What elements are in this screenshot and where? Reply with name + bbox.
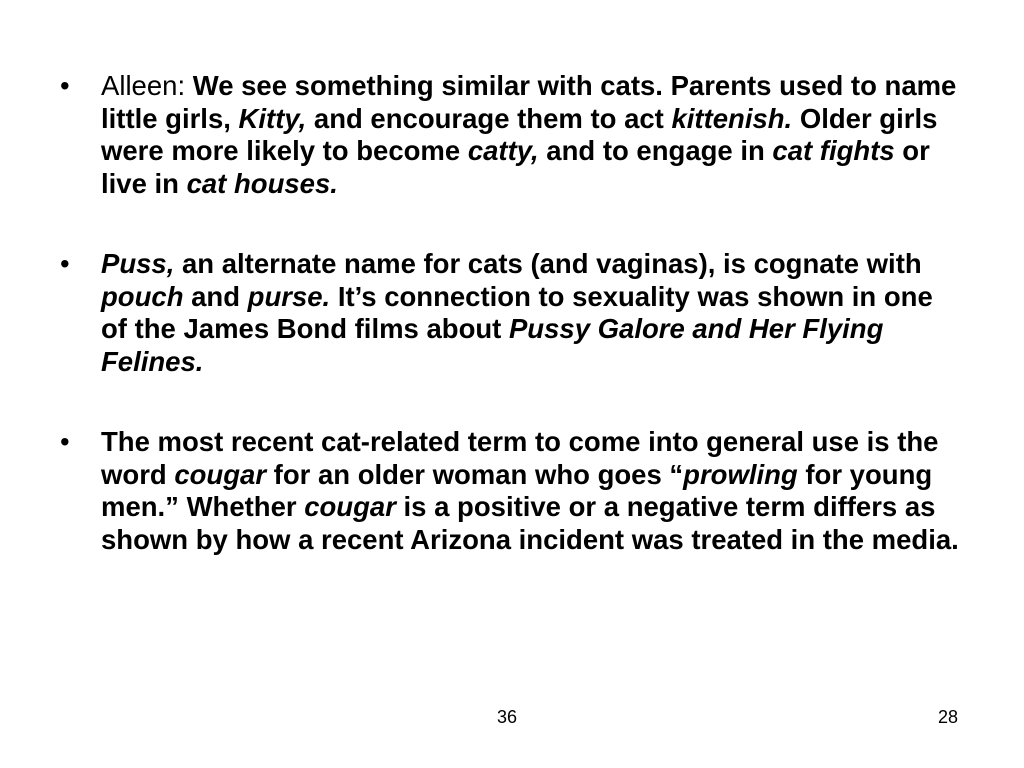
text-segment: and to engage in	[538, 135, 773, 166]
text-segment: and encourage them to act	[306, 102, 672, 134]
bullet-text	[101, 426, 959, 555]
bullet-text	[101, 248, 933, 377]
text-segment: cougar	[304, 491, 396, 522]
text-segment: cougar	[174, 458, 267, 490]
text-segment: an alternate name for cats (and vaginas), is cognate with	[174, 248, 922, 279]
text-segment: kittenish.	[671, 102, 793, 134]
text-segment: We see something similar with cats. Parents used to name little girls,	[101, 70, 957, 134]
text-segment: Older girls were more likely to become	[101, 102, 938, 166]
text-segment: is a positive or a negative term differs as shown by how a recent Arizona incident was treated in the media.	[101, 491, 959, 555]
bullet-list	[60, 70, 965, 604]
slide-number-center: 36	[497, 707, 518, 727]
text-segment: and	[183, 280, 248, 312]
text-segment: purse.	[247, 280, 331, 312]
text-segment: Kitty,	[238, 102, 307, 134]
bullet-item-alleen	[60, 70, 965, 200]
bullet-dot-icon: •	[60, 70, 70, 101]
text-segment: It’s connection to sexuality was shown in one of the James Bond films about	[101, 280, 933, 344]
text-segment: Alleen:	[101, 70, 193, 101]
text-segment: Puss,	[101, 248, 175, 279]
text-segment: or live in	[101, 135, 930, 199]
text-segment: Pussy Galore and Her Flying Felines.	[101, 313, 884, 377]
text-segment: pouch	[101, 280, 184, 312]
text-segment: cat fights	[772, 135, 895, 166]
bullet-dot-icon: •	[60, 426, 70, 457]
bullet-item-puss	[60, 248, 965, 378]
bullet-dot-icon: •	[60, 248, 70, 279]
text-segment: The most recent cat-related term to come into general use is the word	[101, 426, 939, 490]
text-segment: prowling	[683, 458, 798, 490]
text-segment: for an older woman who goes “	[266, 458, 684, 490]
text-segment: for young men.” Whether	[101, 458, 933, 522]
text-segment: cat houses.	[186, 167, 338, 199]
slide-number-right: 28	[938, 707, 959, 727]
bullet-text	[101, 70, 956, 199]
bullet-item-cougar	[60, 426, 965, 556]
text-segment: catty,	[467, 135, 539, 166]
